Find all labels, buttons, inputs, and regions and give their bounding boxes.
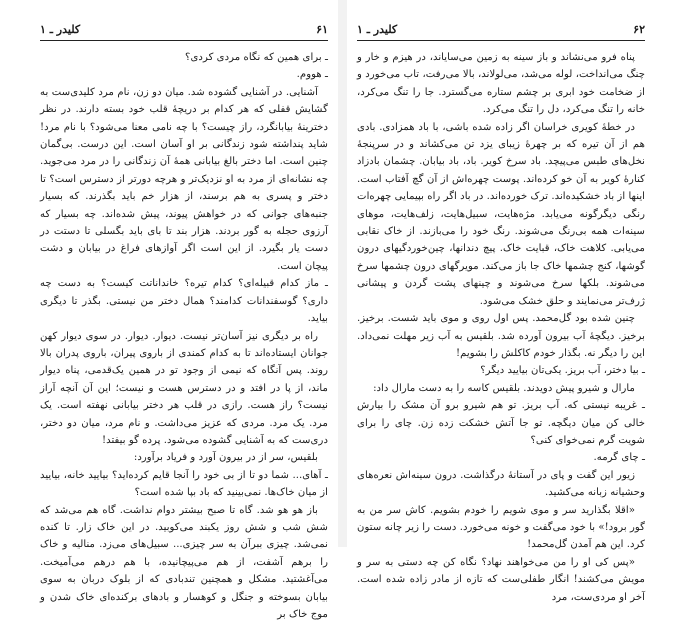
paragraph: در خطهٔ کویری خراسان اگر زاده شده باشی، با باد همزادی. بادی هم از آن تیره که بر چهرهٔ زیبای یزد تن می‌کشاند و در سرپنجهٔ نخل‌های طبس می‌پیچد. باد سرخ کویر. باد، باد بیابان. چشمان بادزاد کنارهٔ کویر به آن خو کرده‌اند. پوست چهره‌اش از آن گچ آفتاب است. اینها از باد خشکیده‌اند. ترک خورده‌اند. در باد اگر راه بپیمایی چهره‌ات رنگی دیگرگونه می‌یابد. مژه‌هایت، سبیل‌هایت، زلف‌هایت، موهای سینه‌ات همه بی‌رنگ می‌شوند. رنگ خود را می‌بازند. از خاک نقابی می‌یابی. کلاهت خاک، قبایت خاک. پیچ دندانها، چین‌خوردگیهای درون گوشها، کنج چشمها خاک جا باز می‌کند. مویرگهای درون چشمها سرخ می‌شوند. بلکها سرخ می‌شوند و چینهای پشت گردن و پیشانی ژرف‌تر می‌نمایند و حلق خشک می‌شود.: [357, 121, 645, 307]
paragraph: باز هو هو شد. گاه تا صبح بیشتر دوام نداشت. گاه هم می‌شد که شش شب و شش روز یکبند می‌کوبید. در این خاک زار. تا کنده نمی‌شد. چیزی ببرآن به سر چیزی... سبیل‌های می‌زد. منالیه و خاک را برهم آشفت، از هم می‌پیچانیده، با هم درهم می‌آمیخت. می‌آغشتید. مشکل و همچنین تندبادی که از بلوک دربان به سوی بیابان بسوخته و جنگل و کوهسار و بادهای برکنده‌ای خاک شدن و موج خاک بر: [40, 504, 328, 620]
paragraph: ـ ماز کدام قبیله‌ای؟ کدام تیره؟ خانداناتت کیست؟ به دست چه داری؟ گوسفندانات کدامند؟ همال دختر من نیستی. بگذر تا دیگری بیاید.: [40, 278, 328, 325]
paragraph: ـ غریبه نیستی که. آب بریز. تو هم شیرو برو آن مشک را بیارش خالی کن میان دیگچه. تو جا آتش خشکت زده زن. چای را برای شویت گرم نمی‌خوای کنی؟: [357, 400, 645, 446]
left-page-number: ۶۱: [316, 22, 328, 36]
paragraph: ـ هووم.: [296, 69, 328, 81]
paragraph: مارال و شیرو پیش دویدند. بلقیس کاسه را به دست مارال داد:: [373, 382, 635, 394]
right-page: [347, 0, 685, 603]
paragraph: چنین شده بود گل‌محمد. پس اول روی و موی باید شست. برخیز. برخیز. دیگچهٔ آب بیرون آورده شد. بلقیس به آب زیر مهلت نمی‌داد. این را دیگر نه. بگذار خودم کاکلش را بشویم!: [357, 313, 645, 359]
right-page-header: [357, 20, 645, 41]
book-gutter: [338, 0, 347, 547]
right-page-number: ۶۲: [633, 22, 645, 36]
paragraph: «اقلا بگذارید سر و موی شویم را خودم بشویم. کاش سر من به گور برود!» با خود می‌گفت و خونه می‌خورد. دست را زیر چانه ستون کرد. این هم آمدن گل‌محمد!: [357, 504, 645, 551]
paragraph: پناه فرو می‌نشاند و باز سینه به زمین می‌سایاند، در هیزم و خار و چنگ می‌انداخت، لوله می‌شد، می‌لولاند، بالا می‌رفت، تاب می‌خورد و از ضخامت خود ابری بر چشم ستاره می‌گسترد. جا را تنگ می‌کرد، خانه را تنگ می‌کرد، دل را تنگ می‌کرد.: [357, 52, 645, 116]
paragraph: ـ آهای... شما دو تا از بی خود را آنجا قایم کرده‌اید؟ بیایید خانه، بیایید از میان خاک‌ها. نمی‌بینید که باد بپا شده است؟: [40, 469, 328, 499]
left-page-body: [40, 49, 328, 623]
paragraph: زیور این گفت و پای در آستانهٔ درگذاشت. درون سینه‌اش نعره‌های وحشیانه زبانه می‌کشید.: [357, 469, 645, 499]
right-running-title: کلیدر ـ ۱: [357, 22, 398, 36]
paragraph: ـ برای همین که نگاه مردی کردی؟: [185, 52, 328, 63]
paragraph: آشنایی. در آشنایی گشوده شد. میان دو زن، نام مرد کلیدی‌ست به گشایش قفلی که هر کدام بر دریچهٔ قلب خود بسته دارند. در نظر دخترینهٔ بیابانگرد، راز چیست؟ با چه نامی معنا می‌شود؟ با نام مرد! شاید پنداشته شود زندگانی بر او آسان است. این درست. بی‌گمان چنین است. اما دختر بالغ بیابانی همهٔ آن زندگانی را در مرد می‌جوید. چه نشانه‌ای از مرد به او نزدیک‌تر و هرچه دورتر از دسترس است؟ تا دختر و پسری به هم برسند، از هزار خم باید بگذرند. که بسیار جنبه‌های جوانی که در خواهش پیوند، پیش شده‌اند. چه بسیار که آرزوی حجله به گور بردند. هزار بند تا بای باید بگسلی تا دستت در دست یار بگیرد. از این است اگر آوازهای فراغ در بیابان و دشت پیچان است.: [40, 86, 328, 272]
paragraph: ـ چای گرمه.: [593, 452, 645, 464]
left-page-header: [40, 20, 328, 41]
right-page-body: [357, 49, 645, 606]
left-page: [0, 0, 338, 620]
left-running-title: کلیدر ـ ۱: [40, 22, 81, 36]
paragraph: راه بر دیگری نیز آسان‌تر نیست. دیوار. دیوار. در سوی دیوار کهن جوانان ایستاده‌اند تا به کدام کمندی از باروی پیران، باروی پدران بالا روند. پس آنگاه که نیمی از وجود تو در همین یک‌قدمی، پناه دیوار ماند، از پا در افتد و در دسترس هست و نیست؛ این آن آنچه آراز نیست؟ راز هست. رازی در قلب هر دختر بیابانی نهفته است. یک مرد. یک مرد. مردی که عزیز می‌داشت. و نام مرد، میان دو دختر، دری‌ست که به آشنایی گشوده می‌شود. پرده گو بیفتد!: [40, 330, 328, 446]
paragraph: «پس کی او را من می‌خواهند نهاد؟ نگاه کن چه دستی به سر و مویش می‌کشند! انگار طفلی‌ست که تازه از مادر زاده شده است. آخر او مردی‌ست، مرد: [357, 556, 645, 603]
paragraph: ـ بیا دختر، آب بریز. یکی‌تان بیایید دیگر؟: [480, 365, 645, 377]
paragraph: بلقیس، سر از در بیرون آورد و فریاد برآورد:: [133, 452, 318, 464]
